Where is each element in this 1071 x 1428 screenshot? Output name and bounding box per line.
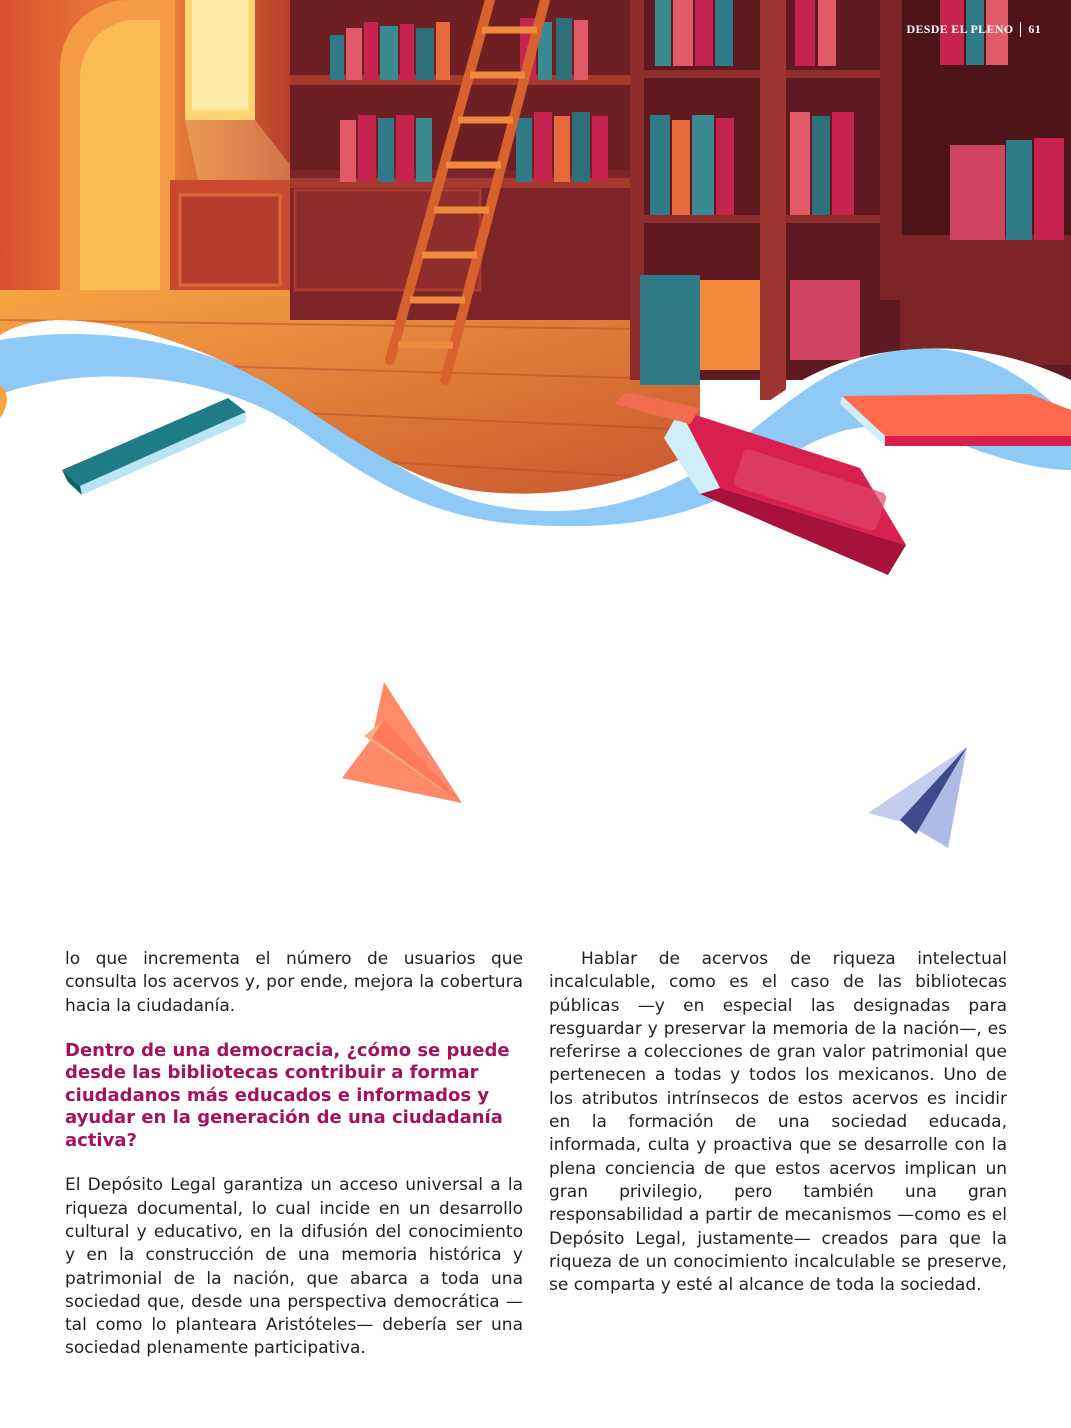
library-illustration [0,0,1071,580]
header-divider [1020,22,1021,37]
interview-question: Dentro de una democracia, ¿cómo se puede desde las bibliotecas contribuir a formar ciudadanos más educados e informados y ayudar en la generación de una ciudadanía activa? [65,1039,510,1151]
right-paragraph-1: Hablar de acervos de riqueza intelectual incalculable, como es el caso de las bibliotecas públicas —y en especial las designadas para resguardar y preservar la memoria de la nación—, es referirse a colecciones de gran valor patrimonial que pertenecen a todas y todos los mexicanos. Uno de los atributos intrínsecos de estos acervos es incidir en la formación de una sociedad educada, informada, culta y proactiva que se desarrolle con la plena conciencia de que estos acervos implican un gran privilegio, pero también una gran responsabilidad a partir de mecanismos —como es el Depósito Legal, justamente— creados para que la riqueza de un conocimiento incalculable se preserve, se comparta y esté al alcance de toda la sociedad. [549,949,1007,1296]
section-title: DESDE EL PLENO [906,22,1014,36]
teal-book-icon [62,398,246,495]
page-number: 61 [1028,22,1041,36]
page-header [906,22,1041,37]
right-column [549,948,1007,1297]
paper-planes [0,670,1071,870]
left-paragraph-2: El Depósito Legal garantiza un acceso universal a la riqueza documental, lo cual incide en un desarrollo cultural y educativo, en la difusión del conocimiento y en la construcción de una memoria histórica y patrimonial de la nación, que abarca a toda una sociedad que, desde una perspectiva democrática —tal como lo planteara Aristóteles— debería ser una sociedad plenamente participativa. [65,1175,523,1359]
left-paragraph-1: lo que incrementa el número de usuarios que consulta los acervos y, por ende, mejora la cobertura hacia la ciudadanía. [65,949,523,1016]
coral-book-icon [840,394,1071,446]
blue-paper-plane-icon [868,747,967,848]
left-column [65,948,523,1361]
orange-paper-plane-icon [342,682,462,803]
